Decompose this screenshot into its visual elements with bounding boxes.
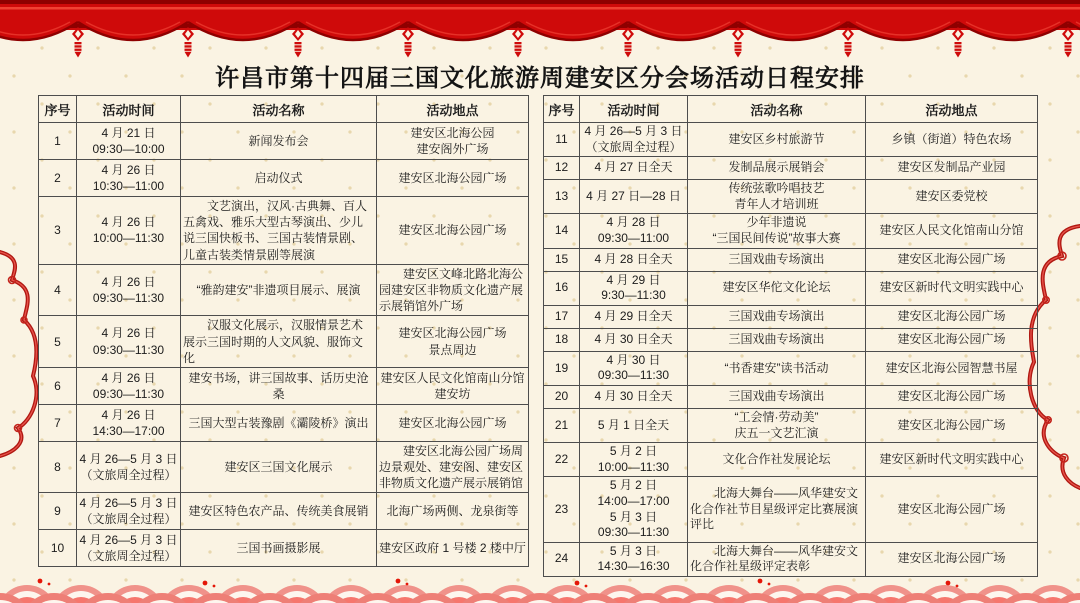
cell-place: 建安区北海公园广场 [866,385,1038,408]
table-row [544,385,1038,408]
cell-time: 4 月 28 日全天 [580,248,688,271]
cell-place: 建安区北海公园广场 景点周边 [377,316,529,368]
cell-place: 建安区新时代文明实践中心 [866,271,1038,305]
cell-time: 4 月 30 日全天 [580,328,688,351]
cell-name: 文化合作社发展论坛 [688,443,866,477]
header-row [544,96,1038,123]
cell-time: 4 月 26 日 10:00—11:30 [77,197,181,265]
table-row [544,408,1038,442]
table-row [544,180,1038,214]
column-header: 序号 [544,96,580,123]
cell-place: 建安区发制品产业园 [866,157,1038,180]
cell-no: 9 [39,493,77,530]
cell-no: 12 [544,157,580,180]
cell-no: 1 [39,123,77,160]
column-header: 序号 [39,96,77,123]
cell-place: 建安区北海公园广场 [866,305,1038,328]
cell-name: 建安区乡村旅游节 [688,123,866,157]
cell-no: 20 [544,385,580,408]
cell-no: 15 [544,248,580,271]
cell-time: 4 月 27 日全天 [580,157,688,180]
cell-name: 少年非遗说 “三国民间传说”故事大赛 [688,214,866,248]
cell-name: 三国书画摄影展 [181,530,377,567]
cell-no: 24 [544,542,580,576]
table-row [544,157,1038,180]
table-row [544,305,1038,328]
cell-time: 4 月 30 日全天 [580,385,688,408]
column-header: 活动名称 [181,96,377,123]
cell-time: 4 月 26—5 月 3 日 （文旅周全过程） [580,123,688,157]
ornament-frame-left [0,248,42,460]
column-header: 活动名称 [688,96,866,123]
cell-name: 北海大舞台——风华建安文化合作社节目星级评定比赛展演评比 [688,477,866,542]
cell-no: 5 [39,316,77,368]
cell-name: 建安区特色农产品、传统美食展销 [181,493,377,530]
cell-place: 建安区北海公园智慧书屋 [866,351,1038,385]
cell-time: 5 月 3 日 14:30—16:30 [580,542,688,576]
table-row [544,214,1038,248]
cell-place: 建安区北海公园广场 [377,197,529,265]
cell-no: 7 [39,404,77,441]
column-header: 活动时间 [77,96,181,123]
cell-place: 建安区北海公园广场 [866,542,1038,576]
cell-no: 23 [544,477,580,542]
cell-time: 4 月 27 日—28 日 [580,180,688,214]
cell-time: 4 月 26 日 09:30—11:30 [77,264,181,316]
cell-place: 建安区北海公园广场 [866,408,1038,442]
table-row [39,493,529,530]
cell-name: 三国戏曲专场演出 [688,328,866,351]
cell-name: 传统弦歌吟唱技艺 青年人才培训班 [688,180,866,214]
cell-name: 发制品展示展销会 [688,157,866,180]
cell-place: 建安区北海公园广场 [377,404,529,441]
cell-name: “雅韵建安”非遗项目展示、展演 [181,264,377,316]
table-row [39,441,529,493]
cell-place: 建安区北海公园广场周边景观处、建安阁、建安区非物质文化遗产展示展销馆 [377,441,529,493]
cell-time: 4 月 29 日 9:30—11:30 [580,271,688,305]
cell-time: 4 月 28 日 09:30—11:00 [580,214,688,248]
cell-time: 4 月 26 日 09:30—11:30 [77,316,181,368]
cell-name: 三国戏曲专场演出 [688,305,866,328]
cell-time: 4 月 30 日 09:30—11:30 [580,351,688,385]
wave-pattern-border [0,577,1080,603]
cell-place: 建安区人民文化馆南山分馆 [866,214,1038,248]
cell-time: 4 月 26 日 09:30—11:30 [77,367,181,404]
cell-no: 17 [544,305,580,328]
cell-time: 4 月 21 日 09:30—10:00 [77,123,181,160]
cell-name: 三国大型古装豫剧《灞陵桥》演出 [181,404,377,441]
festive-curtain-banner [0,0,1080,58]
cell-no: 16 [544,271,580,305]
cell-place: 乡镇（街道）特色农场 [866,123,1038,157]
table-row [544,477,1038,542]
cell-place: 建安区委党校 [866,180,1038,214]
cell-name: 建安书场，讲三国故事、话历史沧桑 [181,367,377,404]
cell-time: 5 月 2 日 10:00—11:30 [580,443,688,477]
cell-name: 建安区三国文化展示 [181,441,377,493]
table-row [39,367,529,404]
cell-place: 建安区北海公园广场 [866,248,1038,271]
table-row [544,443,1038,477]
cell-name: 启动仪式 [181,160,377,197]
cell-name: “工会情·劳动美” 庆五一文艺汇演 [688,408,866,442]
cell-no: 22 [544,443,580,477]
cell-time: 5 月 1 日全天 [580,408,688,442]
cell-time: 4 月 26 日 14:30—17:00 [77,404,181,441]
schedule-table-right [543,95,1038,577]
table-row [39,197,529,265]
cell-no: 18 [544,328,580,351]
cell-place: 建安区人民文化馆南山分馆 建安坊 [377,367,529,404]
cell-no: 13 [544,180,580,214]
schedule-table-left [38,95,529,567]
cell-time: 4 月 29 日全天 [580,305,688,328]
table-row [39,316,529,368]
cell-time: 5 月 2 日 14:00—17:00 5 月 3 日 09:30—11:30 [580,477,688,542]
table-row [39,264,529,316]
table-row [544,542,1038,576]
cell-name: 建安区华佗文化论坛 [688,271,866,305]
cell-name: 三国戏曲专场演出 [688,248,866,271]
cell-no: 4 [39,264,77,316]
cell-place: 建安区北海公园广场 [377,160,529,197]
cell-no: 8 [39,441,77,493]
header-row [39,96,529,123]
table-row [544,271,1038,305]
table-row [39,160,529,197]
table-row [544,248,1038,271]
cell-no: 21 [544,408,580,442]
cell-place: 建安区北海公园广场 [866,477,1038,542]
cell-no: 19 [544,351,580,385]
cell-no: 14 [544,214,580,248]
cell-time: 4 月 26—5 月 3 日 （文旅周全过程） [77,530,181,567]
cell-name: 三国戏曲专场演出 [688,385,866,408]
table-row [544,123,1038,157]
column-header: 活动时间 [580,96,688,123]
cell-time: 4 月 26—5 月 3 日 （文旅周全过程） [77,441,181,493]
cell-place: 建安区政府 1 号楼 2 楼中厅 [377,530,529,567]
page-title: 许昌市第十四届三国文化旅游周建安区分会场活动日程安排 [215,65,865,92]
cell-no: 6 [39,367,77,404]
column-header: 活动地点 [377,96,529,123]
table-row [39,123,529,160]
cell-no: 3 [39,197,77,265]
cell-place: 建安区北海公园 建安阁外广场 [377,123,529,160]
cell-name: 新闻发布会 [181,123,377,160]
cell-time: 4 月 26—5 月 3 日 （文旅周全过程） [77,493,181,530]
cell-place: 建安区文峰北路北海公园建安区非物质文化遗产展示展销馆外广场 [377,264,529,316]
table-row [39,404,529,441]
cell-name: “书香建安”读书活动 [688,351,866,385]
table-row [544,351,1038,385]
cell-name: 汉服文化展示，汉服情景艺术展示三国时期的人文风貌、服饰文化 [181,316,377,368]
cell-no: 10 [39,530,77,567]
cell-no: 2 [39,160,77,197]
cell-name: 北海大舞台——风华建安文化合作社星级评定表彰 [688,542,866,576]
column-header: 活动地点 [866,96,1038,123]
table-row [39,530,529,567]
cell-name: 文艺演出，汉风·古典舞、百人五禽戏、雅乐大型古琴演出、少儿说三国快板书、三国古装情景剧、儿童古装类情景剧等展演 [181,197,377,265]
cell-place: 北海广场两侧、龙泉街等 [377,493,529,530]
cell-place: 建安区新时代文明实践中心 [866,443,1038,477]
table-row [544,328,1038,351]
cell-place: 建安区北海公园广场 [866,328,1038,351]
cell-time: 4 月 26 日 10:30—11:00 [77,160,181,197]
cell-no: 11 [544,123,580,157]
